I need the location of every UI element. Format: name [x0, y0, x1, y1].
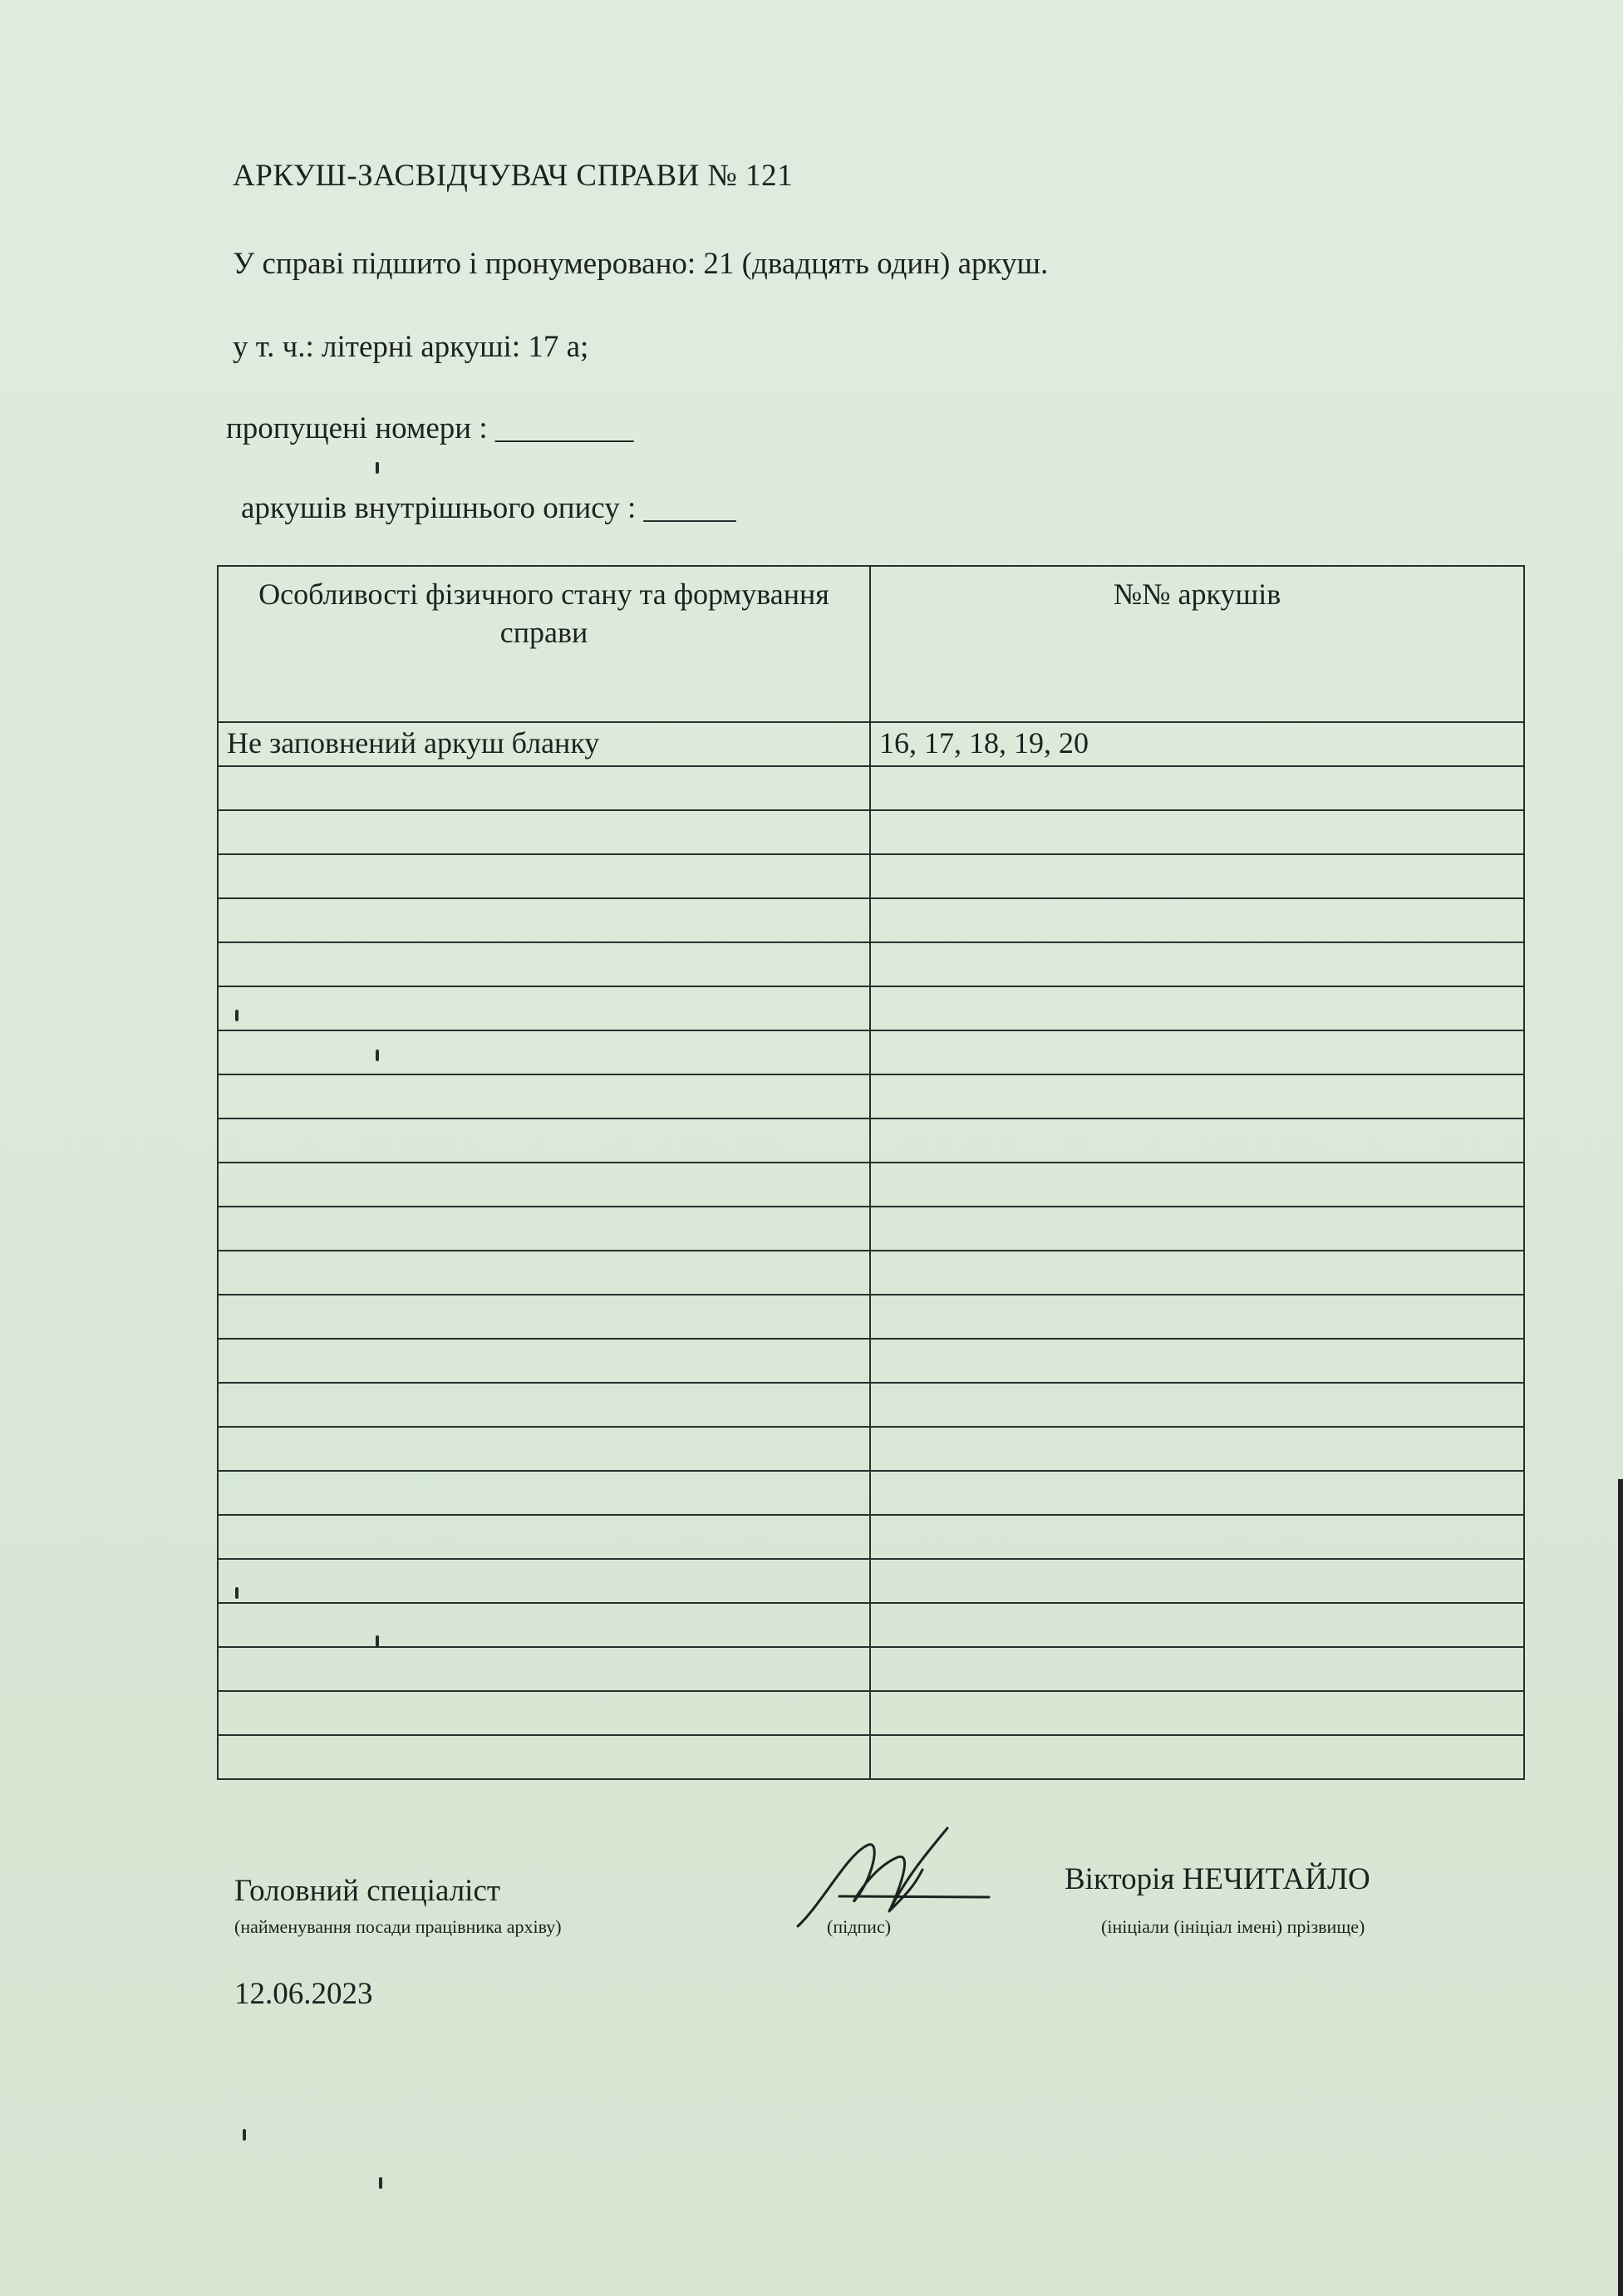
table-row	[218, 1647, 1524, 1691]
table-row	[218, 1383, 1524, 1427]
table-row	[218, 1735, 1524, 1779]
condition-cell	[218, 986, 870, 1030]
condition-table	[217, 565, 1525, 1780]
name-caption: (ініціали (ініціал імені) прізвище)	[1101, 1916, 1365, 1937]
scan-speck	[243, 2129, 246, 2141]
table-row	[218, 1207, 1524, 1251]
sheet-numbers-cell	[870, 1030, 1524, 1074]
table-row	[218, 1515, 1524, 1559]
condition-cell	[218, 1427, 870, 1471]
condition-cell	[218, 1559, 870, 1603]
table-row	[218, 1691, 1524, 1735]
condition-cell	[218, 1251, 870, 1295]
condition-cell	[218, 766, 870, 810]
table-row	[218, 986, 1524, 1030]
condition-cell: Не заповнений аркуш бланку	[218, 722, 870, 766]
scan-speck	[376, 1050, 379, 1061]
sheet-numbers-cell	[870, 766, 1524, 810]
column-header-sheets: №№ аркушів	[870, 566, 1524, 722]
signatory-name: Вікторія НЕЧИТАЙЛО	[1065, 1862, 1370, 1896]
handwritten-signature	[789, 1820, 997, 1936]
condition-cell	[218, 1339, 870, 1383]
scan-speck	[376, 462, 379, 474]
table-row	[218, 1471, 1524, 1515]
sheet-numbers-cell	[870, 1603, 1524, 1647]
sheet-numbers-cell	[870, 1295, 1524, 1339]
sheet-numbers-cell	[870, 1383, 1524, 1427]
sheet-numbers-cell	[870, 1647, 1524, 1691]
sheet-numbers-cell	[870, 898, 1524, 942]
sheet-numbers-cell	[870, 1339, 1524, 1383]
inventory-sheets-line: аркушів внутрішнього опису : ______	[241, 491, 736, 525]
sheet-numbers-cell	[870, 1427, 1524, 1471]
table-row	[218, 1074, 1524, 1119]
table-row	[218, 1251, 1524, 1295]
condition-cell	[218, 1207, 870, 1251]
table-row	[218, 766, 1524, 810]
scan-speck	[376, 1635, 379, 1647]
position-caption: (найменування посади працівника архіву)	[234, 1916, 562, 1937]
table-body	[218, 722, 1524, 1779]
sheet-numbers-cell	[870, 1163, 1524, 1207]
scan-speck	[379, 2177, 382, 2189]
sheet-count-line: У справі підшито і пронумеровано: 21 (двадцять один) аркуш.	[233, 247, 1049, 281]
signature-caption: (підпис)	[827, 1916, 892, 1937]
document-date: 12.06.2023	[234, 1977, 373, 2011]
condition-cell	[218, 1295, 870, 1339]
sheet-numbers-cell	[870, 986, 1524, 1030]
sheet-numbers-cell	[870, 854, 1524, 898]
sheet-numbers-cell	[870, 810, 1524, 854]
condition-cell	[218, 1691, 870, 1735]
sheet-numbers-cell	[870, 1119, 1524, 1163]
sheet-numbers-cell	[870, 1207, 1524, 1251]
condition-cell	[218, 898, 870, 942]
sheet-numbers-cell	[870, 1515, 1524, 1559]
table-row	[218, 1119, 1524, 1163]
condition-cell	[218, 1603, 870, 1647]
position-title: Головний спеціаліст	[234, 1874, 501, 1908]
condition-cell	[218, 942, 870, 986]
certificate-title: АРКУШ-ЗАСВІДЧУВАЧ СПРАВИ № 121	[233, 159, 794, 193]
lettered-sheets-line: у т. ч.: літерні аркуші: 17 а;	[233, 330, 589, 364]
scan-edge	[1618, 1479, 1623, 2296]
table-row	[218, 810, 1524, 854]
condition-cell	[218, 1647, 870, 1691]
table-row	[218, 1163, 1524, 1207]
condition-cell	[218, 1074, 870, 1119]
sheet-numbers-cell	[870, 1471, 1524, 1515]
table-row	[218, 1030, 1524, 1074]
scan-speck	[235, 1587, 239, 1599]
table-row	[218, 854, 1524, 898]
condition-cell	[218, 1119, 870, 1163]
sheet-numbers-cell	[870, 942, 1524, 986]
condition-cell	[218, 1030, 870, 1074]
table-row	[218, 1603, 1524, 1647]
table-row	[218, 1427, 1524, 1471]
scan-speck	[235, 1010, 239, 1021]
condition-cell	[218, 854, 870, 898]
condition-cell	[218, 1471, 870, 1515]
condition-cell	[218, 1735, 870, 1779]
sheet-numbers-cell: 16, 17, 18, 19, 20	[870, 722, 1524, 766]
sheet-numbers-cell	[870, 1559, 1524, 1603]
column-header-condition: Особливості фізичного стану та формування справи	[218, 566, 870, 722]
table-header-row	[218, 566, 1524, 722]
table-row	[218, 898, 1524, 942]
table-row	[218, 942, 1524, 986]
condition-cell	[218, 1163, 870, 1207]
condition-cell	[218, 1383, 870, 1427]
missing-numbers-line: пропущені номери : _________	[226, 411, 634, 445]
table-row	[218, 1559, 1524, 1603]
condition-cell	[218, 1515, 870, 1559]
condition-cell	[218, 810, 870, 854]
sheet-numbers-cell	[870, 1735, 1524, 1779]
table-row	[218, 722, 1524, 766]
table-row	[218, 1295, 1524, 1339]
sheet-numbers-cell	[870, 1074, 1524, 1119]
sheet-numbers-cell	[870, 1691, 1524, 1735]
table-row	[218, 1339, 1524, 1383]
sheet-numbers-cell	[870, 1251, 1524, 1295]
